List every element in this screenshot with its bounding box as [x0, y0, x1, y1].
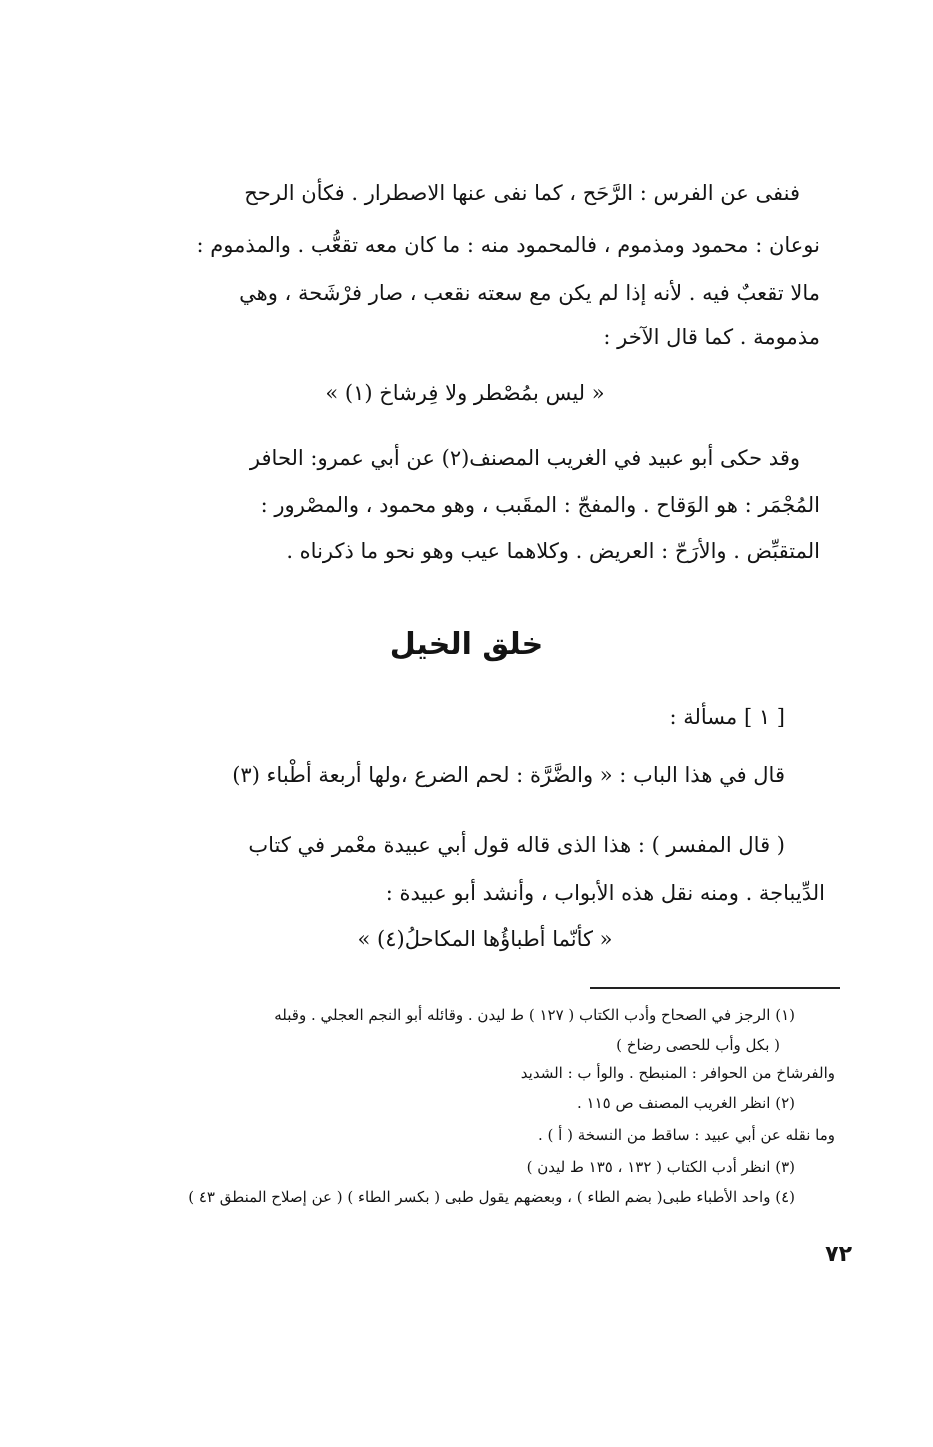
text-line: نوعان : محمود ومذموم ، فالمحمود منه : ما كان معه تقعُّب . والمذموم : [196, 233, 820, 257]
footnote-line: ( بكل وأب للحصى رضاخ ) [616, 1036, 780, 1054]
footnote-line: والفرشاخ من الحوافر : المنبطح . والوأ ب : الشديد [520, 1064, 835, 1082]
text-line: مالا تقعبٌ فيه . لأنه إذا لم يكن مع سعته نقعب ، صار فرْشَحة ، وهي [239, 281, 820, 305]
question-label: [ ١ ] مسألة : [669, 705, 785, 729]
text-line: الدِّيباجة . ومنه نقل هذه الأبواب ، وأنشد أبو عبيدة : [385, 881, 825, 905]
text-line: المتقبِّض . والأرَحّ : العريض . وكلاهما عيب وهو نحو ما ذكرناه . [286, 539, 820, 563]
text-line: وقد حكى أبو عبيد في الغريب المصنف(٢) عن أبي عمرو: الحافر [249, 446, 800, 470]
verse-line: « ليس بمُصْطر ولا فِرشاخ (١) » [325, 381, 605, 405]
section-title: خلق الخيل [389, 627, 544, 662]
footnote-line: وما نقله عن أبي عبيد : ساقط من النسخة ( أ ) . [538, 1126, 835, 1144]
footnote-line: (٣) انظر أدب الكتاب ( ١٣٢ ، ١٣٥ ط ليدن ) [526, 1158, 795, 1176]
footnote-line: (٢) انظر الغريب المصنف ص ١١٥ . [576, 1094, 795, 1112]
text-line: المُجْمَر : هو الوَقاح . والمفجّ : المقَبب ، وهو محمود ، والمصْرور : [260, 493, 820, 517]
quote-line: قال في هذا الباب : « والضَّرَّة : لحم الضرع ،ولها أربعة أطْباء (٣) [232, 763, 785, 787]
text-line: فنفى عن الفرس : الرَّحَح ، كما نفى عنها الاصطرار . فكأن الرحح [244, 181, 800, 205]
verse-line: « كأنّما أطباؤُها المكاحلُ(٤) » [357, 927, 613, 951]
footnote-divider [590, 987, 840, 989]
text-line: مذمومة . كما قال الآخر : [603, 325, 820, 349]
footnote-line: (١) الرجز في الصحاح وأدب الكتاب ( ١٢٧ ) ط ليدن . وقائله أبو النجم العجلي . وقبله [274, 1006, 795, 1024]
page-number: ٧٢ [825, 1242, 852, 1267]
footnote-line: (٤) واحد الأطباء طبى( بضم الطاء ) ، وبعضهم يقول طبى ( بكسر الطاء ) ( عن إصلاح المنطق ٤٣ ) [188, 1188, 795, 1206]
text-line: ( قال المفسر ) : هذا الذى قاله قول أبي عبيدة معْمر في كتاب [248, 833, 785, 857]
